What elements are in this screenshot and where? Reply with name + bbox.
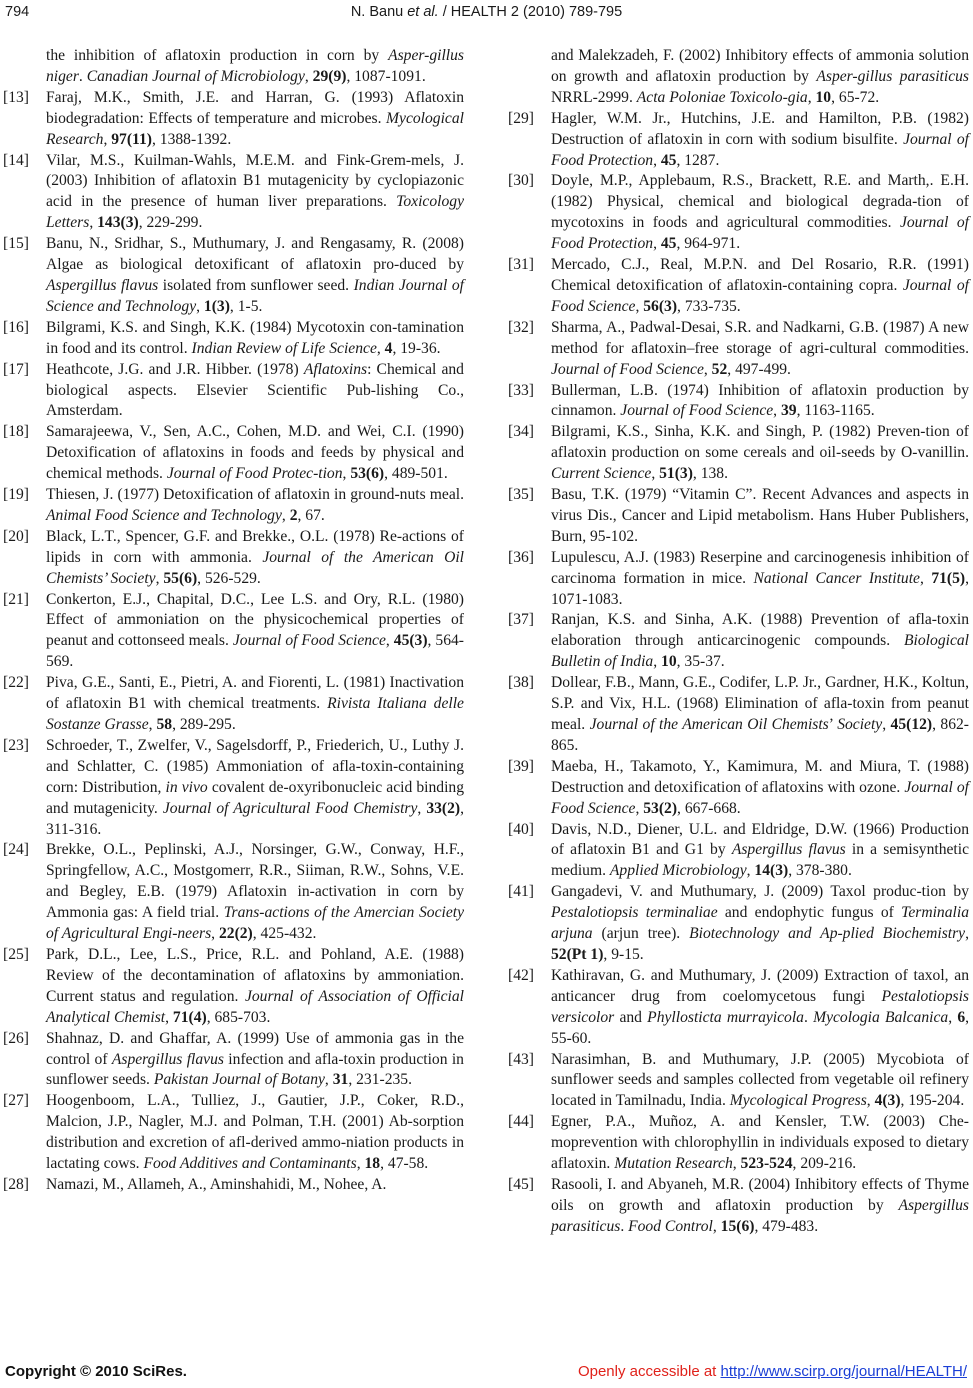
reference-text: Bilgrami, K.S. and Singh, K.K. (1984) Mycotoxin con-tamination in food and its control. Indian Review of Life Science, 4, 19-36.	[46, 318, 464, 357]
open-access-prefix: Openly accessible at	[577, 1363, 721, 1380]
reference-entry	[3, 527, 464, 590]
copyright-notice: Copyright © 2010 SciRes.	[5, 1363, 187, 1380]
reference-text: and Malekzadeh, F. (2002) Inhibitory effects of ammonia solution on growth and aflatoxin production by Asper-gillus parasiticus NRRL-2999. Acta Poloniae Toxicolo-gia, 10, 65-72.	[551, 47, 969, 106]
reference-text: Piva, G.E., Santi, E., Pietri, A. and Fiorenti, L. (1981) Inactivation of aflatoxin B1 with chemical treatments. Rivista Italiana delle Sostanze Grasse, 58, 289-295.	[46, 674, 464, 733]
reference-text: Schroeder, T., Zwelfer, V., Sagelsdorff, P., Friederich, U., Luthy J. and Schlatter, C. (1985) Ammoniation of afla-toxin-containing corn: Distribution, in vivo covalent de-oxyribonucleic acid binding and mutagenicity. Journal of Agricultural Food Chemistry, 33(2), 311-316.	[46, 736, 465, 838]
reference-number: [23]	[3, 736, 29, 754]
page-header	[0, 0, 973, 24]
reference-entry	[508, 422, 969, 485]
reference-number: [37]	[508, 611, 534, 629]
reference-number: [42]	[508, 966, 534, 984]
reference-number: [41]	[508, 883, 534, 901]
reference-number: [19]	[3, 486, 29, 504]
reference-entry	[508, 485, 969, 548]
reference-number: [31]	[508, 256, 534, 274]
reference-entry	[3, 360, 464, 423]
reference-text: Sharma, A., Padwal-Desai, S.R. and Nadkarni, G.B. (1987) A new method for aflatoxin–free storage of agri-cultural commodities. Journal of Food Science, 52, 497-499.	[551, 318, 969, 378]
reference-entry	[508, 255, 969, 318]
reference-text: Shahnaz, D. and Ghaffar, A. (1999) Use of ammonia gas in the control of Aspergillus flavus infection and afla-toxin production in sunflower seeds. Pakistan Journal of Botany, 31, 231-235.	[46, 1029, 464, 1089]
reference-entry	[508, 610, 969, 673]
reference-entry	[508, 1050, 969, 1113]
reference-entry	[508, 109, 970, 172]
reference-entry	[508, 548, 969, 611]
reference-entry	[3, 736, 465, 841]
reference-number: [15]	[3, 235, 29, 253]
reference-entry	[3, 590, 464, 674]
reference-text: Dollear, F.B., Mann, G.E., Codifer, L.P. Jr., Gardner, H.K., Koltun, S.P. and Vix, H.L. (1968) Elimination of afla-toxin from peanut meal. Journal of the American Oil Chemists’ Society, 45(12), 862-865.	[551, 674, 969, 754]
reference-number: [22]	[3, 674, 29, 692]
reference-entry	[508, 1112, 969, 1175]
reference-number: [20]	[3, 527, 29, 545]
reference-number: [26]	[3, 1029, 29, 1047]
reference-text: Brekke, O.L., Peplinski, A.J., Norsinger, G.W., Conway, H.F., Springfellow, A.C., Mostgomerr, R.R., Siiman, R.W., Sohns, V.E. and Begley, E.B. (1979) Aflatoxin in-activation in corn by Ammonia gas: A field trial. Trans-actions of the Amercian Society of Agricultural Engi-neers, 22(2), 425-432.	[46, 841, 464, 943]
reference-entry	[3, 1091, 464, 1175]
reference-entry	[3, 318, 464, 360]
reference-text: Ranjan, K.S. and Sinha, A.K. (1988) Prevention of afla-toxin elaboration through anticarcinogenic compounds. Biological Bulletin of India, 10, 35-37.	[551, 611, 969, 671]
reference-text: Vilar, M.S., Kuilman-Wahls, M.E.M. and Fink-Grem-mels, J. (2003) Inhibition of aflatoxin B1 mutagenicity by cyclopiazonic acid in the presence of human liver preparations. Toxicology Letters, 143(3), 229-299.	[46, 151, 464, 232]
reference-number: [16]	[3, 318, 29, 336]
reference-number: [14]	[3, 151, 29, 169]
reference-number: [40]	[508, 820, 534, 838]
reference-text: Rasooli, I. and Abyaneh, M.R. (2004) Inhibitory effects of Thyme oils on growth and aflatoxin production by Aspergillus parasiticus. Food Control, 15(6), 479-483.	[551, 1175, 969, 1235]
reference-text: Conkerton, E.J., Chapital, D.C., Lee L.S. and Ory, R.L. (1980) Effect of ammoniation on the physicochemical properties of peanut and cottonseed meals. Journal of Food Science, 45(3), 564-569.	[46, 590, 464, 671]
reference-entry	[508, 820, 970, 883]
reference-number: [34]	[508, 423, 534, 441]
reference-text: Egner, P.A., Muñoz, A. and Kensler, T.W. (2003) Che-moprevention with chlorophyllin in individuals exposed to dietary aflatoxin. Mutation Research, 523-524, 209-216.	[551, 1113, 969, 1173]
reference-entry	[3, 151, 464, 235]
reference-text: Heathcote, J.G. and J.R. Hibber. (1978) Aflatoxins: Chemical and biological aspects. Elsevier Scientific Pub-lishing Co., Amsterdam.	[46, 360, 464, 420]
reference-number: [38]	[508, 674, 534, 692]
reference-entry	[508, 1175, 969, 1238]
open-access-notice	[578, 1363, 967, 1380]
running-head: N. Banu et al. / HEALTH 2 (2010) 789-795	[350, 4, 623, 20]
reference-entry	[508, 882, 969, 966]
reference-number: [30]	[508, 172, 534, 190]
reference-entry	[508, 381, 969, 423]
reference-entry	[3, 88, 464, 151]
reference-number: [45]	[508, 1175, 534, 1193]
reference-number: [35]	[508, 486, 534, 504]
reference-text: Namazi, M., Allameh, A., Aminshahidi, M., Nohee, A.	[46, 1175, 387, 1193]
reference-text: the inhibition of aflatoxin production in corn by Asper-gillus niger. Canadian Journal of Microbiology, 29(9), 1087-1091.	[46, 47, 464, 85]
reference-entry	[3, 945, 464, 1029]
reference-number: [25]	[3, 945, 29, 963]
reference-entry	[3, 1029, 464, 1092]
reference-text: Narasimhan, B. and Muthumary, J.P. (2005) Mycobiota of sunflower seeds and samples collected from vegetable oil refinery located in Tamilnadu, India. Mycological Progress, 4(3), 195-204.	[551, 1050, 969, 1110]
reference-text: Doyle, M.P., Applebaum, R.S., Brackett, R.E. and Marth,. E.H. (1982) Physical, chemical and biological degrada-tion of mycotoxins in foods and agricultural commodities. Journal of Food Protection, 45, 964-971.	[551, 172, 969, 253]
reference-entry	[3, 234, 464, 318]
reference-text: Hagler, W.M. Jr., Hutchins, J.E. and Hamilton, P.B. (1982) Destruction of aflatoxin in corn with sodium bisulfite. Journal of Food Protection, 45, 1287.	[551, 109, 970, 169]
reference-continuation	[46, 46, 464, 88]
reference-entry	[508, 966, 970, 1050]
reference-text: Hoogenboom, L.A., Tulliez, J., Gautier, J.P., Coker, R.D., Malcion, J.P., Nagler, M.J. and Polman, T.H. (2001) Ab-sorption distribution and excretion of afl-derived ammo-niation products in lactating cows. Food Additives and Contaminants, 18, 47-58.	[46, 1092, 464, 1173]
reference-number: [43]	[508, 1050, 534, 1068]
reference-number: [21]	[3, 590, 29, 608]
reference-text: Kathiravan, G. and Muthumary, J. (2009) Extraction of taxol, an anticancer drug from coelomycetous fungi Pestalotiopsis versicolor and Phyllosticta murrayicola. Mycologia Balcanica, 6, 55-60.	[551, 966, 970, 1047]
reference-entry	[3, 1175, 464, 1196]
reference-text: Mercado, C.J., Real, M.P.N. and Del Rosario, R.R. (1991) Chemical detoxification of aflatoxin-containing copra. Journal of Food Science, 56(3), 733-735.	[551, 256, 969, 315]
reference-text: Basu, T.K. (1979) “Vitamin C”. Recent Advances and aspects in virus Dis., Cancer and Lipid metabolism. Hans Huber Publishers, Burn, 95-102.	[551, 486, 969, 545]
reference-entry	[508, 318, 969, 381]
reference-number: [44]	[508, 1113, 534, 1131]
references-right-column	[508, 46, 970, 1238]
reference-text: Faraj, M.K., Smith, J.E. and Harran, G. (1993) Aflatoxin biodegradation: Effects of temperature and microbes. Mycological Research, 97(11), 1388-1392.	[46, 88, 464, 148]
reference-number: [28]	[3, 1175, 29, 1193]
reference-text: Thiesen, J. (1977) Detoxification of aflatoxin in ground-nuts meal. Animal Food Science and Technology, 2, 67.	[46, 486, 464, 524]
reference-entry	[3, 840, 464, 945]
reference-number: [36]	[508, 548, 534, 566]
reference-entry	[3, 422, 464, 485]
reference-number: [32]	[508, 318, 534, 336]
reference-text: Samarajeewa, V., Sen, A.C., Cohen, M.D. and Wei, C.I. (1990) Detoxification of aflatoxins in foods and feeds by physical and chemical methods. Journal of Food Protec-tion, 53(6), 489-501.	[46, 423, 464, 483]
reference-entry	[3, 485, 464, 527]
reference-text: Davis, N.D., Diener, U.L. and Eldridge, D.W. (1966) Production of aflatoxin B1 and G1 by Aspergillus flavus in a semisynthetic medium. Applied Microbiology, 14(3), 378-380.	[551, 820, 970, 880]
reference-continuation	[551, 46, 969, 109]
reference-number: [39]	[508, 757, 534, 775]
reference-entry	[508, 171, 969, 255]
reference-entry	[508, 673, 969, 757]
reference-text: Maeba, H., Takamoto, Y., Kamimura, M. and Miura, T. (1988) Destruction and detoxification of aflatoxins with ozone. Journal of Food Science, 53(2), 667-668.	[551, 757, 970, 817]
reference-text: Gangadevi, V. and Muthumary, J. (2009) Taxol produc-tion by Pestalotiopsis terminaliae and endophytic fungus of Terminalia arjuna (arjun tree). Biotechnology and Ap-plied Biochemistry, 52(Pt 1), 9-15.	[551, 883, 969, 963]
reference-entry	[3, 673, 464, 736]
reference-number: [13]	[3, 88, 29, 106]
reference-number: [17]	[3, 360, 29, 378]
references-left-column	[3, 46, 465, 1196]
reference-text: Banu, N., Sridhar, S., Muthumary, J. and Rengasamy, R. (2008) Algae as biological detoxificant of aflatoxin pro-duced by Aspergillus flavus isolated from sunflower seed. Indian Journal of Science and Technology, 1(3), 1-5.	[46, 235, 464, 315]
page-number: 794	[5, 4, 30, 20]
reference-number: [18]	[3, 423, 29, 441]
reference-text: Bilgrami, K.S., Sinha, K.K. and Singh, P. (1982) Preven-tion of aflatoxin production on some cereals and oil-seeds by O-vanillin. Current Science, 51(3), 138.	[551, 423, 969, 483]
reference-text: Black, L.T., Spencer, G.F. and Brekke., O.L. (1978) Re-actions of lipids in corn with ammonia. Journal of the American Oil Chemists’ Society, 55(6), 526-529.	[46, 527, 464, 587]
reference-text: Bullerman, L.B. (1974) Inhibition of aflatoxin production by cinnamon. Journal of Food Science, 39, 1163-1165.	[551, 381, 969, 420]
reference-number: [33]	[508, 381, 534, 399]
journal-link[interactable]: http://www.scirp.org/journal/HEALTH/	[720, 1363, 967, 1380]
reference-number: [27]	[3, 1092, 29, 1110]
reference-number: [29]	[508, 109, 534, 127]
reference-text: Park, D.L., Lee, L.S., Price, R.L. and Pohland, A.E. (1988) Review of the decontamination of aflatoxins by ammoniation. Current status and regulation. Journal of Association of Official Analytical Chemist, 71(4), 685-703.	[46, 945, 464, 1026]
reference-entry	[508, 757, 970, 820]
page-footer	[0, 1363, 973, 1385]
reference-text: Lupulescu, A.J. (1983) Reserpine and carcinogenesis inhibition of carcinoma formation in mice. National Cancer Institute, 71(5), 1071-1083.	[551, 548, 969, 608]
reference-number: [24]	[3, 841, 29, 859]
